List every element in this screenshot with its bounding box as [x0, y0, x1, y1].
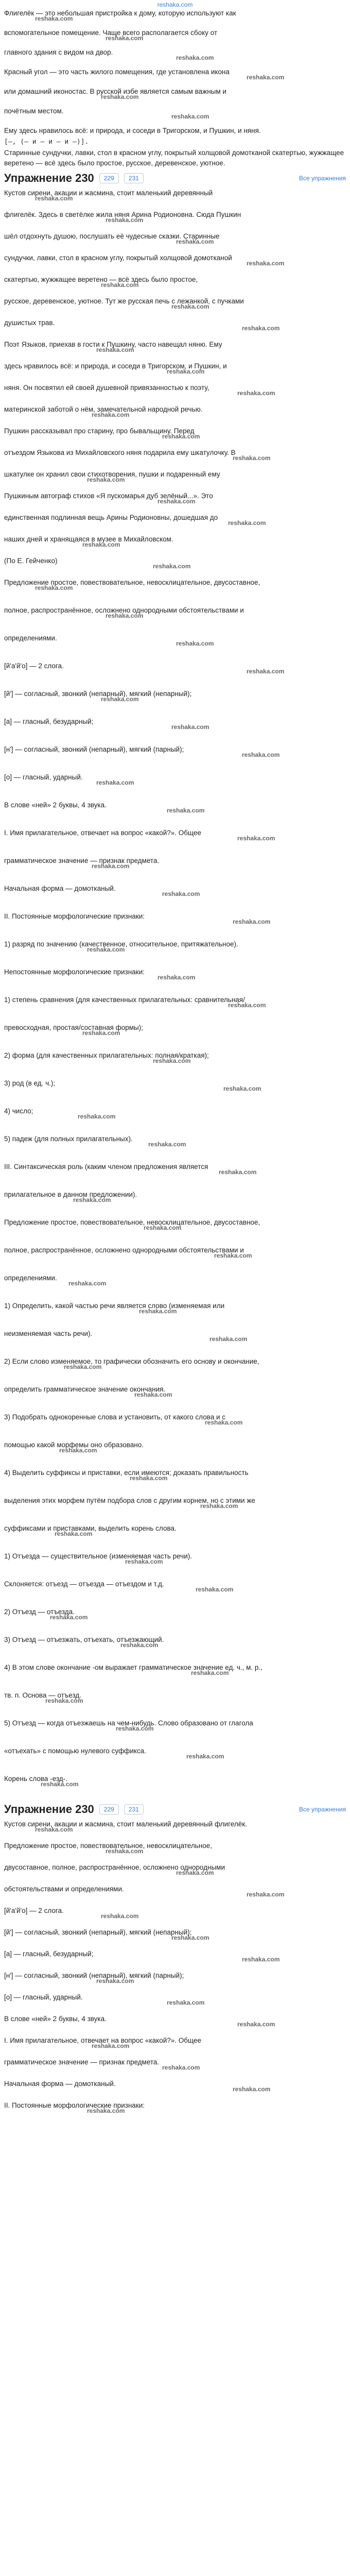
text-line: вспомогательное помещение. Чаще всего располагается сбоку от reshaka.com	[4, 28, 346, 40]
watermark: reshaka.com	[106, 35, 144, 40]
text-line: Предложение простое, повествовательное, невосклицательное, двусоставное, reshaka.com	[4, 1217, 346, 1230]
watermark: reshaka.com	[101, 281, 139, 287]
text-line: скатертью, жужжащее веретено — всё здесь было простое, reshaka.com	[4, 275, 346, 287]
watermark: reshaka.com	[162, 2064, 200, 2070]
exercise-nav	[4, 171, 346, 186]
watermark: reshaka.com	[68, 1280, 107, 1285]
watermark: reshaka.com	[96, 346, 134, 352]
text-line: Корень слова -езд-. reshaka.com	[4, 1774, 346, 1786]
text-line: Поэт Языков, приехав в гости к Пушкину, часто навещал няню. Ему reshaka.com	[4, 340, 346, 352]
text-line: Кустов сирени, акации и жасмина, стоит маленький деревянный флигелёк. reshaka.com	[4, 1819, 346, 1832]
watermark: reshaka.com	[228, 519, 266, 525]
text-line: [о] — гласный, ударный. reshaka.com	[4, 772, 346, 785]
text-line: Кустов сирени, акации и жасмина, стоит маленький деревянный reshaka.com	[4, 188, 346, 200]
text-line: 1) Отъезда — существительное (изменяемая часть речи). reshaka.com	[4, 1551, 346, 1564]
watermark: reshaka.com	[237, 835, 275, 840]
next-button[interactable]: 231	[124, 173, 144, 183]
watermark: reshaka.com	[82, 541, 120, 547]
watermark: reshaka.com	[196, 1586, 234, 1591]
watermark: reshaka.com	[134, 1391, 172, 1397]
site-header[interactable]: reshaka.com	[157, 1, 193, 8]
text-line: Склоняется: отъезд — отъезда — отъездом и т.д. reshaka.com	[4, 1579, 346, 1591]
text-line: [н'] — согласный, звонкий (непарный), мягкий (парный); reshaka.com	[4, 1971, 346, 1983]
prev-button[interactable]: 229	[99, 173, 119, 183]
watermark: reshaka.com	[162, 433, 200, 438]
text-line: I. Имя прилагательное, отвечает на вопрос «какой?». Общее reshaka.com	[4, 828, 346, 840]
watermark: reshaka.com	[101, 1912, 139, 1918]
exercise-title: Упражнение 230	[4, 172, 94, 184]
text-line: главного здания с видом на двор. reshaka.com	[4, 47, 346, 60]
all-exercises-link[interactable]: Все упражнения	[299, 175, 346, 182]
watermark: reshaka.com	[167, 1999, 205, 2005]
prev-button-2[interactable]: 229	[99, 1804, 119, 1815]
watermark: reshaka.com	[153, 1057, 191, 1063]
text-line: душистых трав. reshaka.com	[4, 318, 346, 330]
watermark: reshaka.com	[96, 779, 134, 785]
watermark: reshaka.com	[116, 1725, 154, 1731]
watermark: reshaka.com	[125, 1558, 163, 1564]
exercise-nav-bottom	[4, 1802, 346, 1817]
text-line: прилагательное в данном предложении). reshaka.com	[4, 1190, 346, 1202]
watermark: reshaka.com	[176, 640, 214, 646]
text-line: тв. п. Основа — отъезд. reshaka.com	[4, 1690, 346, 1703]
watermark: reshaka.com	[171, 303, 209, 309]
watermark: reshaka.com	[139, 1308, 177, 1313]
text-line: Пушкиным автограф стихов «Я пускомарья дуб зелёный...». Это reshaka.com	[4, 491, 346, 503]
text-line: «отъехать» с помощью нулевого суффикса. reshaka.com	[4, 1746, 346, 1758]
watermark: reshaka.com	[223, 1085, 261, 1091]
watermark: reshaka.com	[148, 1141, 186, 1146]
watermark: reshaka.com	[120, 1641, 159, 1647]
watermark: reshaka.com	[55, 1530, 93, 1536]
text-line: выделения этих морфем путём подбора слов с другим корнем, но с этими же reshaka.com	[4, 1496, 346, 1508]
text-line: определениями. reshaka.com	[4, 633, 346, 646]
text-line: Предложение простое, повествовательное, невосклицательное, двусоставное, reshaka.com	[4, 578, 346, 590]
text-line: определениями. reshaka.com	[4, 1273, 346, 1285]
watermark: reshaka.com	[176, 1869, 214, 1875]
text-line: флигелёк. Здесь в светёлке жила няня Арина Родионовна. Сюда Пушкин reshaka.com	[4, 210, 346, 222]
text-line: В слове «ней» 2 буквы, 4 звука. reshaka.com	[4, 2014, 346, 2026]
text-line: или домашний иконостас. В русской избе является самым важным и reshaka.com	[4, 87, 346, 99]
text-line: Красный угол — это часть жилого помещения, где установлена икона reshaka.com	[4, 67, 346, 79]
watermark: reshaka.com	[247, 260, 285, 265]
text-line: почётным местом. reshaka.com	[4, 106, 346, 118]
text-line: определить грамматическое значение окончания. reshaka.com	[4, 1384, 346, 1397]
sentence-1: Ему здесь нравилось всё: и природа, и соседи в Тригорском, и Пушкин, и няня.	[4, 127, 261, 134]
watermark: reshaka.com	[96, 1977, 134, 1983]
watermark: reshaka.com	[144, 1224, 182, 1230]
text-line: 2) Отъезд — отъезда. reshaka.com	[4, 1607, 346, 1619]
text-line: 3) род (в ед. ч.); reshaka.com	[4, 1078, 346, 1091]
text-line: В слове «ней» 2 буквы, 4 звука. reshaka.com	[4, 800, 346, 812]
watermark: reshaka.com	[64, 1363, 102, 1369]
watermark: reshaka.com	[233, 2086, 271, 2091]
text-line: 1) разряд по значению (качественное, относительное, притяжательное). reshaka.com	[4, 939, 346, 952]
watermark: reshaka.com	[92, 2042, 130, 2048]
text-line: II. Постоянные морфологические признаки: reshaka.com	[4, 911, 346, 924]
watermark: reshaka.com	[176, 238, 214, 244]
watermark: reshaka.com	[167, 807, 205, 812]
text-line: Предложение простое, повествовательное, невосклицательное, reshaka.com	[4, 1841, 346, 1853]
watermark: reshaka.com	[167, 368, 205, 374]
text-line: 4) В этом слове окончание -ом выражает грамматическое значение ед. ч., м. р., reshaka.com	[4, 1663, 346, 1675]
text-line: III. Синтаксическая роль (каким членом предложения является reshaka.com	[4, 1162, 346, 1174]
watermark: reshaka.com	[162, 890, 200, 896]
text-line: [й'] — согласный, звонкий (непарный), мягкий (непарный); reshaka.com	[4, 689, 346, 701]
text-line: двусоставное, полное, распространённое, осложнено однородными reshaka.com	[4, 1862, 346, 1875]
scheme-1: [—, (— и — и — и —)].	[4, 138, 89, 146]
text-line: 5) Отъезд — когда отъезжаешь на чем-нибудь. Слово образовано от глагола reshaka.com	[4, 1718, 346, 1731]
text-line: [й'а'й'о] — 2 слога. reshaka.com	[4, 1906, 346, 1918]
text-line: [й'а'й'о] — 2 слога. reshaka.com	[4, 661, 346, 673]
text-line: помощью какой морфемы оно образовано. reshaka.com	[4, 1440, 346, 1452]
watermark: reshaka.com	[92, 862, 130, 868]
text-line: наших дней и хранящаяся в музее в Михайловском. reshaka.com	[4, 534, 346, 547]
text-line: Начальная форма — домотканый. reshaka.com	[4, 884, 346, 896]
text-line: [й'] — согласный, звонкий (непарный), мягкий (непарный); reshaka.com	[4, 1927, 346, 1940]
watermark: reshaka.com	[87, 476, 125, 482]
watermark: reshaka.com	[228, 1002, 266, 1007]
text-line: 1) степень сравнения (для качественных прилагательных: сравнительная/ reshaka.com	[4, 995, 346, 1007]
watermark: reshaka.com	[157, 974, 196, 979]
watermark: reshaka.com	[171, 723, 209, 729]
text-line: [а] — гласный, безударный; reshaka.com	[4, 1949, 346, 1961]
text-line: 4) Выделить суффиксы и приставки, если имеются; доказать правильность reshaka.com	[4, 1468, 346, 1480]
text-line: материнской заботой о нём, замечательной народной речью. reshaka.com	[4, 404, 346, 417]
watermark: reshaka.com	[242, 325, 280, 330]
watermark: reshaka.com	[237, 2021, 275, 2026]
watermark: reshaka.com	[35, 1826, 73, 1832]
watermark: reshaka.com	[219, 1168, 257, 1174]
watermark: reshaka.com	[106, 1848, 144, 1853]
text-line: отъездом Языкова из Михайловского няня подарила ему шкатулочку. В reshaka.com	[4, 448, 346, 460]
text-line: Непостоянные морфологические признаки: reshaka.com	[4, 967, 346, 979]
watermark: reshaka.com	[237, 389, 275, 395]
watermark: reshaka.com	[92, 411, 130, 417]
text-line: 3) Отъезд — отъезжать, отъехать, отъезжающий. reshaka.com	[4, 1635, 346, 1647]
watermark: reshaka.com	[82, 1029, 120, 1035]
text-line: полное, распространённое, осложнено однородными обстоятельствами и reshaka.com	[4, 1245, 346, 1258]
text-line: суффиксами и приставками, выделить корень слова. reshaka.com	[4, 1523, 346, 1536]
text-line: 5) падеж (для полных прилагательных). reshaka.com	[4, 1134, 346, 1146]
text-line: [а] — гласный, безударный; reshaka.com	[4, 717, 346, 729]
text-line: [о] — гласный, ударный. reshaka.com	[4, 1992, 346, 2005]
watermark: reshaka.com	[35, 15, 73, 21]
text-line: обстоятельствами и определениями. reshaka.com	[4, 1884, 346, 1896]
watermark: reshaka.com	[209, 1335, 248, 1341]
watermark: reshaka.com	[186, 1753, 224, 1758]
watermark: reshaka.com	[247, 74, 285, 79]
text-line: 2) Если слово изменяемое, то графически обозначить его основу и окончание, reshaka.com	[4, 1357, 346, 1369]
text-line: сундучки, лавки, стол в красном углу, покрытый холщовой домотканой reshaka.com	[4, 253, 346, 265]
text-line: 2) форма (для качественных прилагательных: полная/краткая); reshaka.com	[4, 1050, 346, 1063]
watermark: reshaka.com	[171, 113, 209, 118]
watermark: reshaka.com	[87, 2107, 125, 2113]
watermark: reshaka.com	[247, 1891, 285, 1896]
watermark: reshaka.com	[106, 612, 144, 618]
analysis-text	[4, 578, 346, 1786]
sentence-2: Старинные сундучки, лавки, стол в красном углу, покрытый холщовой домотканой скатертью, жужжащее веретено — всё здесь было простое, русское, деревенское, уютное.	[4, 149, 344, 167]
watermark: reshaka.com	[45, 1697, 83, 1703]
exercise-title-2: Упражнение 230	[4, 1803, 94, 1816]
watermark: reshaka.com	[78, 1113, 116, 1118]
watermark: reshaka.com	[157, 498, 196, 503]
main-text	[4, 188, 346, 568]
watermark: reshaka.com	[242, 1956, 280, 1961]
text-line: грамматическое значение — признак предмета. reshaka.com	[4, 856, 346, 868]
repeat-text	[4, 1819, 346, 2113]
text-line: шёл отдохнуть душою, послушать её чудесные сказки. Старинные reshaka.com	[4, 231, 346, 244]
watermark: reshaka.com	[35, 584, 73, 590]
watermark: reshaka.com	[171, 1934, 209, 1940]
text-line: грамматическое значение — признак предмета. reshaka.com	[4, 2057, 346, 2070]
text-line: русское, деревенское, уютное. Тут же русская печь с лежанкой, с пучками reshaka.com	[4, 296, 346, 309]
watermark: reshaka.com	[87, 946, 125, 952]
watermark: reshaka.com	[176, 54, 214, 60]
watermark: reshaka.com	[101, 93, 139, 99]
watermark: reshaka.com	[233, 454, 271, 460]
text-line: единственная подлинная вещь Арины Родионовны, дошедшая до reshaka.com	[4, 513, 346, 525]
text-line: 3) Подобрать однокоренные слова и установить, от какого слова и с reshaka.com	[4, 1412, 346, 1425]
intro-text	[4, 8, 346, 118]
watermark: reshaka.com	[200, 1502, 238, 1508]
text-line: I. Имя прилагательное, отвечает на вопрос «какой?». Общее reshaka.com	[4, 2036, 346, 2048]
text-line: Флигелёк — это небольшая пристройка к дому, которую используют как reshaka.com	[4, 8, 346, 21]
text-line: Пушкин рассказывал про старину, про бывальщину. Перед reshaka.com	[4, 426, 346, 438]
text-line: здесь нравилось всё: и природа, и соседи в Тригорском, и Пушкин, и reshaka.com	[4, 361, 346, 374]
watermark: reshaka.com	[205, 1419, 243, 1425]
text-line: II. Постоянные морфологические признаки: reshaka.com	[4, 2100, 346, 2113]
watermark: reshaka.com	[101, 696, 139, 701]
watermark: reshaka.com	[50, 1614, 88, 1619]
text-line: превосходная, простая/составная формы); reshaka.com	[4, 1023, 346, 1035]
text-line: (По Е. Гейченко) reshaka.com	[4, 556, 346, 568]
text-line: Начальная форма — домотканый. reshaka.com	[4, 2079, 346, 2091]
watermark: reshaka.com	[247, 668, 285, 673]
text-line: неизменяемая часть речи). reshaka.com	[4, 1329, 346, 1341]
watermark: reshaka.com	[41, 1781, 79, 1786]
text-line: 4) число; reshaka.com	[4, 1106, 346, 1118]
watermark: reshaka.com	[191, 1669, 229, 1675]
watermark: reshaka.com	[73, 1196, 111, 1202]
text-line: няня. Он посвятил ей своей душевной привязанностью к поэту, reshaka.com	[4, 383, 346, 395]
watermark: reshaka.com	[214, 1252, 252, 1258]
all-exercises-link-2[interactable]: Все упражнения	[299, 1806, 346, 1813]
watermark: reshaka.com	[153, 563, 191, 568]
watermark: reshaka.com	[233, 918, 271, 924]
watermark: reshaka.com	[59, 1447, 97, 1452]
next-button-2[interactable]: 231	[124, 1804, 144, 1815]
text-line: 1) Определить, какой частью речи является слово (изменяемая или reshaka.com	[4, 1301, 346, 1313]
text-line: шкатулке он хранил свои стихотворения, пушки и подаренный ему reshaka.com	[4, 469, 346, 482]
watermark: reshaka.com	[242, 751, 280, 757]
text-line: [н'] — согласный, звонкий (непарный), мягкий (парный); reshaka.com	[4, 744, 346, 757]
watermark: reshaka.com	[35, 195, 73, 200]
text-line: полное, распространённое, осложнено однородными обстоятельствами и reshaka.com	[4, 605, 346, 618]
watermark: reshaka.com	[130, 1475, 168, 1480]
watermark: reshaka.com	[106, 216, 144, 222]
